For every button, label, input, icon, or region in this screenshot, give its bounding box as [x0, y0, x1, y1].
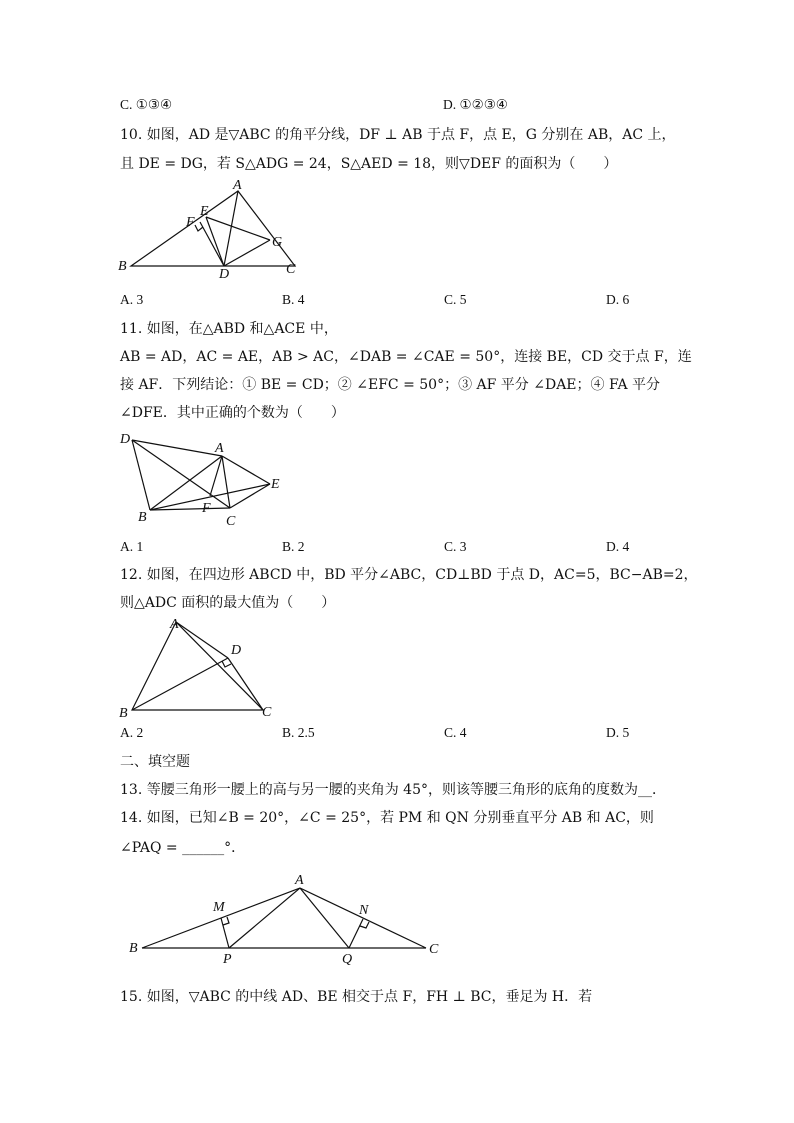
- label-f: F: [202, 501, 211, 516]
- q12-option-b: B. 2.5: [282, 725, 315, 740]
- figure-q14: [115, 866, 455, 971]
- q11-option-b: B. 2: [282, 539, 305, 554]
- label-c: C: [286, 262, 296, 277]
- question-11-line-3: 接 AF．下列结论：① BE = CD；② ∠EFC = 50°；③ AF 平分 ∠DAE；④ FA 平分: [120, 377, 661, 393]
- q12-option-a: A. 2: [120, 725, 144, 740]
- label-c: C: [262, 705, 272, 720]
- label-n: N: [359, 903, 369, 918]
- question-12-line-2: 则△ADC 面积的最大值为（ ）: [120, 595, 336, 611]
- question-15: 15. 如图，▽ABC 的中线 AD、BE 相交于点 F，FH ⊥ BC，垂足为 H．若: [120, 989, 593, 1005]
- question-10-line-1: 10. 如图，AD 是▽ABC 的角平分线，DF ⊥ AB 于点 F，点 E，G 分别在 AB，AC 上，: [120, 127, 676, 143]
- question-11-line-4: ∠DFE．其中正确的个数为（ ）: [120, 405, 345, 421]
- q11-option-d: D. 4: [606, 539, 630, 554]
- label-b: B: [129, 941, 138, 956]
- figure-q12: [110, 612, 290, 722]
- option-d: D. ①②③④: [443, 97, 508, 112]
- question-11-line-2: AB = AD，AC = AE，AB > AC，∠DAB = ∠CAE = 50°，连接 BE，CD 交于点 F，连: [120, 349, 692, 365]
- question-12-line-1: 12. 如图，在四边形 ABCD 中，BD 平分∠ABC，CD⊥BD 于点 D，AC=5，BC−AB=2，: [120, 567, 698, 583]
- label-b: B: [118, 259, 127, 274]
- label-f: F: [186, 215, 195, 230]
- question-11-line-1: 11. 如图，在△ABD 和△ACE 中，: [120, 321, 338, 337]
- q10-option-c: C. 5: [444, 292, 467, 307]
- label-c: C: [429, 942, 439, 957]
- label-a: A: [233, 180, 242, 193]
- section-heading-fill-in: 二、填空题: [120, 754, 190, 770]
- q11-option-c: C. 3: [444, 539, 467, 554]
- label-a: A: [295, 873, 304, 888]
- q10-option-a: A. 3: [120, 292, 144, 307]
- question-14-line-1: 14. 如图，已知∠B = 20°，∠C = 25°，若 PM 和 QN 分别垂直平分 AB 和 AC，则: [120, 810, 654, 826]
- question-14-line-2: ∠PAQ = ______°．: [120, 840, 246, 856]
- label-d: D: [219, 267, 230, 280]
- label-b: B: [138, 510, 147, 525]
- label-q: Q: [342, 952, 353, 967]
- label-a: A: [170, 617, 179, 632]
- q10-option-d: D. 6: [606, 292, 630, 307]
- figure-q10: [110, 180, 320, 280]
- label-c: C: [226, 514, 236, 529]
- label-p: P: [223, 952, 232, 967]
- q12-option-c: C. 4: [444, 725, 467, 740]
- figure-q11: [110, 428, 310, 533]
- question-13: 13. 等腰三角形一腰上的高与另一腰的夹角为 45°，则该等腰三角形的底角的度数为__．: [120, 782, 666, 798]
- label-e: E: [271, 477, 280, 492]
- label-m: M: [213, 900, 225, 915]
- label-e: E: [200, 204, 209, 219]
- label-d: D: [231, 643, 242, 658]
- question-10-line-2: 且 DE = DG，若 S△ADG = 24，S△AED = 18，则▽DEF 的面积为（ ）: [120, 156, 618, 172]
- label-d: D: [120, 432, 131, 447]
- q10-option-b: B. 4: [282, 292, 305, 307]
- q11-option-a: A. 1: [120, 539, 144, 554]
- label-a: A: [215, 441, 224, 456]
- label-g: G: [272, 235, 283, 250]
- option-c: C. ①③④: [120, 97, 173, 112]
- label-b: B: [119, 706, 128, 721]
- q12-option-d: D. 5: [606, 725, 630, 740]
